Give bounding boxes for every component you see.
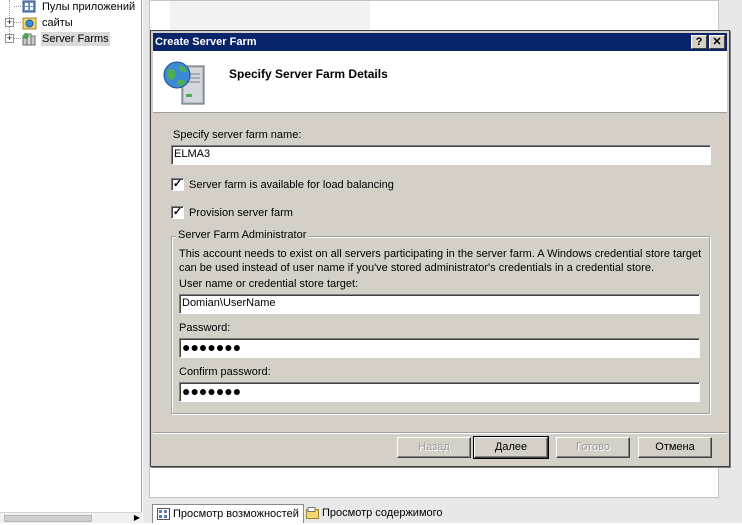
- back-button[interactable]: Назад: [397, 437, 471, 458]
- tab-features-view[interactable]: [152, 504, 304, 523]
- expand-icon[interactable]: +: [6, 17, 13, 27]
- farm-name-input[interactable]: ELMA3: [171, 145, 711, 165]
- load-balancing-checkbox[interactable]: ✓: [172, 178, 183, 190]
- group-legend: Server Farm Administrator: [178, 229, 307, 241]
- help-button[interactable]: ?: [691, 35, 707, 49]
- expand-icon[interactable]: +: [6, 33, 13, 43]
- close-button[interactable]: ✕: [709, 35, 725, 49]
- next-button[interactable]: Далее: [474, 437, 548, 458]
- wizard-page-title: Specify Server Farm Details: [229, 67, 388, 81]
- finish-button[interactable]: Готово: [556, 437, 630, 458]
- confirm-password-input[interactable]: ●●●●●●●: [179, 382, 700, 402]
- content-view-icon: [306, 507, 319, 519]
- scroll-right-icon[interactable]: ▶: [133, 513, 140, 522]
- tree-item-label: Пулы приложений: [42, 1, 136, 13]
- tree-item-label: Server Farms: [42, 33, 109, 45]
- view-tabs: [150, 504, 742, 523]
- load-balancing-label: Server farm is available for load balancing: [189, 179, 394, 191]
- username-input[interactable]: Domian\UserName: [179, 294, 700, 314]
- farm-name-label: Specify server farm name:: [173, 129, 302, 141]
- create-server-farm-dialog: [150, 30, 730, 467]
- cancel-button[interactable]: Отмена: [638, 437, 712, 458]
- panel-column: [170, 1, 370, 31]
- scrollbar-thumb[interactable]: [4, 515, 92, 522]
- tree-horizontal-scrollbar[interactable]: [0, 512, 142, 523]
- tab-label: Просмотр содержимого: [322, 507, 443, 519]
- connections-tree[interactable]: [0, 0, 142, 512]
- confirm-password-label: Confirm password:: [179, 366, 271, 378]
- tree-connector: [14, 38, 21, 39]
- username-label: User name or credential store target:: [179, 278, 359, 290]
- features-view-icon: [157, 508, 170, 520]
- tree-connector: [14, 22, 21, 23]
- tree-item-app-pools[interactable]: [0, 0, 142, 15]
- tree-connector: [14, 6, 21, 7]
- server-farm-icon: [22, 32, 37, 46]
- provision-checkbox[interactable]: ✓: [172, 206, 183, 218]
- app-pool-icon: [22, 0, 37, 14]
- tree-item-label: сайты: [42, 17, 73, 29]
- tree-item-sites[interactable]: [0, 15, 142, 31]
- tab-content-view[interactable]: [302, 504, 447, 523]
- sites-icon: [22, 16, 37, 30]
- button-separator: [153, 432, 727, 434]
- server-globe-icon: [162, 58, 212, 108]
- dialog-title: Create Server Farm: [155, 36, 257, 48]
- tree-item-server-farms[interactable]: [0, 31, 142, 47]
- group-description: This account needs to exist on all servers participating in the server farm. A Windows credential store target can be used instead of user name if you've stored administrator's credentials in a credential store.: [179, 248, 702, 274]
- password-input[interactable]: ●●●●●●●: [179, 338, 700, 358]
- tab-label: Просмотр возможностей: [173, 508, 299, 520]
- server-farm-admin-group: [171, 229, 710, 414]
- provision-label: Provision server farm: [189, 207, 293, 219]
- dialog-title-bar[interactable]: [153, 33, 727, 51]
- wizard-header: [153, 51, 727, 113]
- password-label: Password:: [179, 322, 231, 334]
